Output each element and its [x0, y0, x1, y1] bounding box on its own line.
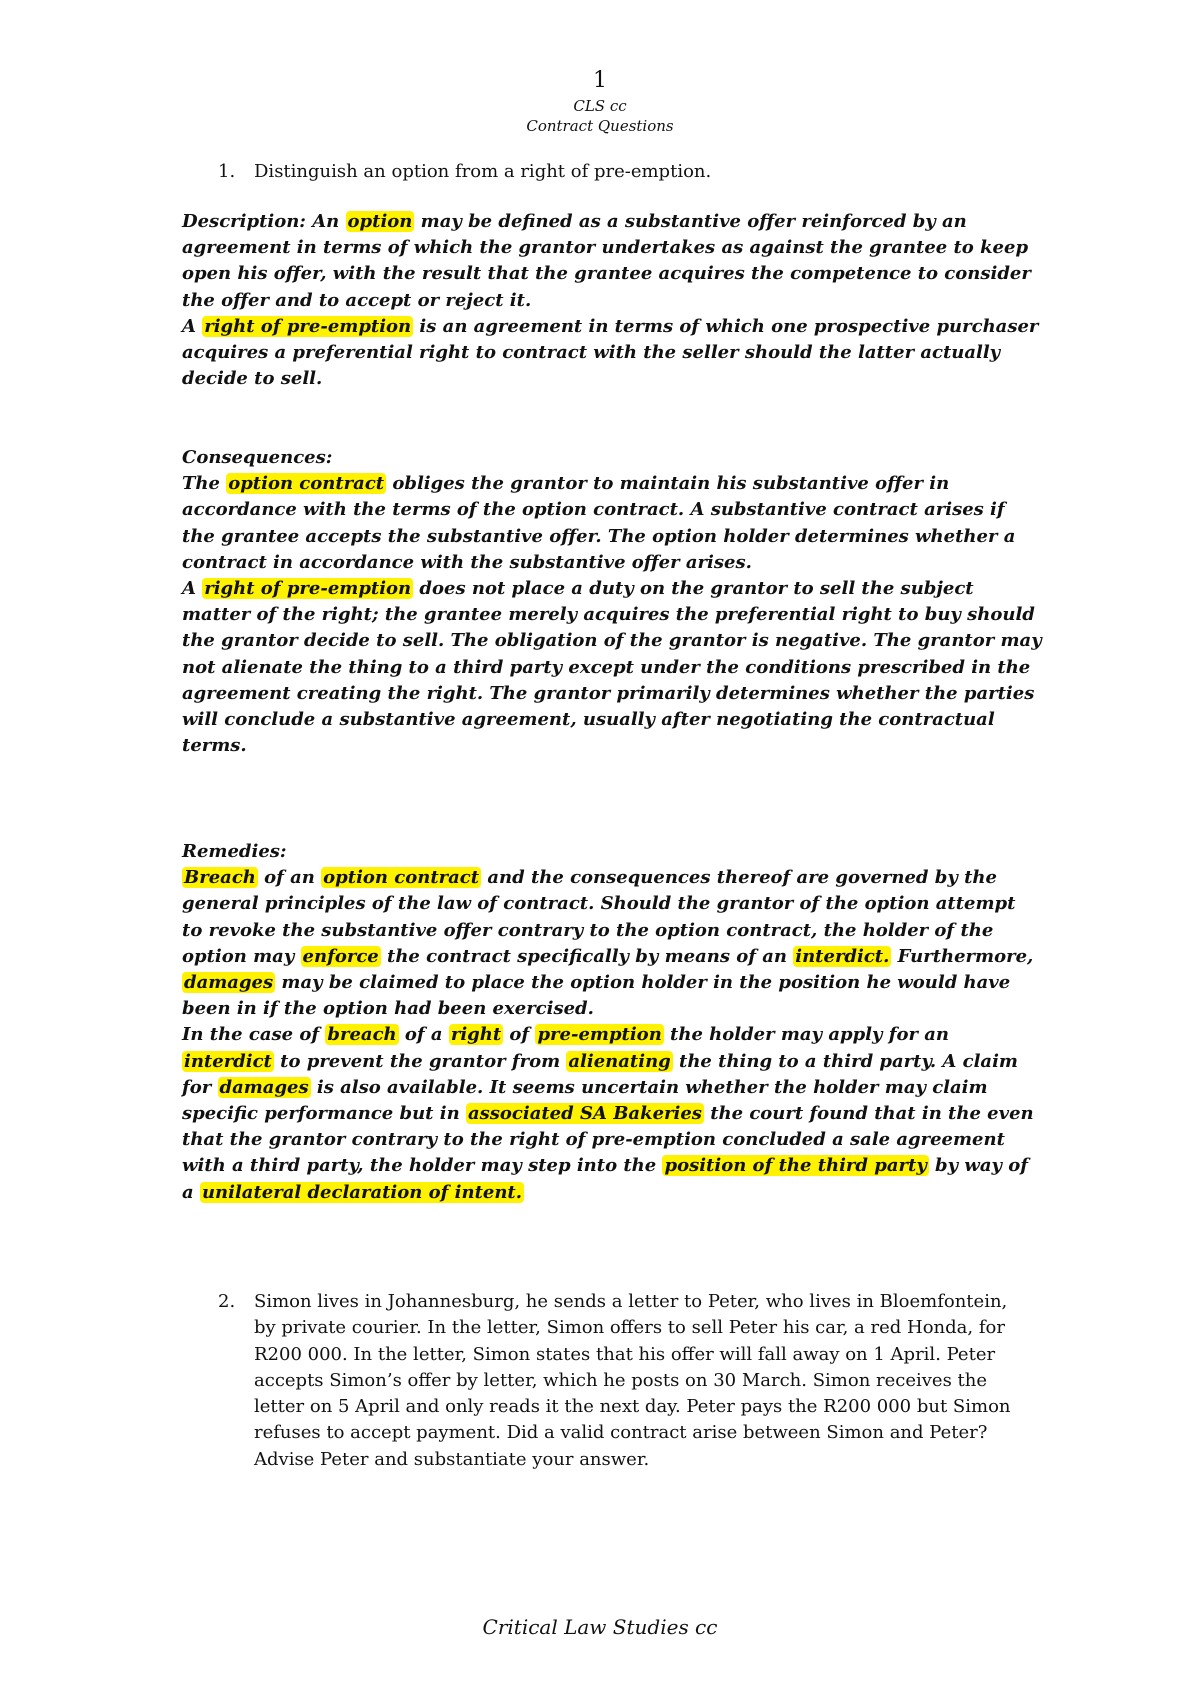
remedies-text: by way of a [182, 1155, 1028, 1203]
remedies-text: and the consequences thereof are governed by the general principles of the law of contract. Should the grantor of the option attempt to revoke the substantive offer contrary to the option contract, the holder of the option may [182, 867, 1016, 967]
highlight: damages [184, 972, 274, 994]
remedies-heading: Remedies: [182, 841, 287, 862]
question-1-text: Distinguish an option from a right of pre-emption. [254, 161, 712, 182]
consequences-answer [182, 445, 1042, 759]
footer: Critical Law Studies cc [482, 1615, 718, 1639]
highlight: position of the third party [664, 1155, 927, 1177]
remedies-text: of an [257, 867, 322, 889]
highlight: option [347, 211, 413, 232]
description-answer [182, 209, 1042, 392]
remedies-text: Furthermore, [891, 945, 1034, 967]
remedies-text: the contract specifically by means of an [380, 945, 794, 967]
highlight: enforce [302, 945, 379, 967]
consequences-text: obliges the grantor to maintain his substantive offer in accordance with the terms of the option contract. A substantive contract arises if the grantee accepts the substantive offer. The option holder determines whether a contract in accordance with the substantive offer arises. [182, 473, 1016, 573]
highlight: Breach [184, 867, 256, 889]
remedies-text: of a [398, 1024, 449, 1046]
remedies-text: the holder may apply for an [663, 1024, 949, 1046]
highlight: right of pre-emption [204, 578, 412, 600]
remedies-text: the court found that in the even that the grantor contrary to the right of pre-emption concluded a sale agreement with a third party, the holder may step into the [182, 1103, 1034, 1177]
highlight: damages [219, 1076, 309, 1098]
remedies-text: the thing to a third party. A claim for [182, 1050, 1018, 1098]
remedies-text: is also available. It seems uncertain whether the holder may claim specific performance but in [182, 1076, 988, 1125]
highlight: right of pre-emption [204, 315, 412, 337]
page-number: 1 [593, 68, 607, 93]
highlight: unilateral declaration of intent. [201, 1181, 522, 1203]
company-name: CLS cc [573, 97, 627, 115]
remedies-answer [182, 839, 1042, 1206]
remedies-text: In the case of [182, 1024, 326, 1046]
highlight: alienating [568, 1050, 671, 1072]
remedies-text: of [503, 1024, 536, 1046]
description-text: is an agreement in terms of which one prospective purchaser acquires a preferential right to contract with the seller should the latter actually decide to sell. [182, 315, 1039, 390]
description-text: A [182, 315, 203, 337]
highlight: option contract [228, 473, 385, 495]
question-1-number: 1. [218, 161, 236, 182]
consequences-text: does not place a duty on the grantor to sell the subject matter of the right; the grantee merely acquires the preferential right to buy should the grantor decide to sell. The obligation of the grantor is negative. The grantor may not alienate the thing to a third party except under the conditions prescribed in the agreement creating the right. The grantor primarily determines whether the parties will conclude a substantive agreement, usually after negotiating the contractual terms. [182, 578, 1042, 757]
highlight: interdict [184, 1050, 272, 1072]
highlight: breach [327, 1024, 397, 1046]
highlight: pre-emption [537, 1024, 662, 1046]
description-text: Description: An [182, 211, 346, 232]
description-text: may be defined as a substantive offer reinforced by an agreement in terms of which the grantor undertakes as against the grantee to keep open his offer, with the result that the grantee acquires the competence to consider the offer and to accept or reject it. [182, 211, 1031, 311]
highlight: associated SA Bakeries [467, 1103, 702, 1125]
question-2-number: 2. [218, 1291, 236, 1312]
document-title: Contract Questions [526, 117, 674, 135]
highlight: interdict. [795, 945, 890, 967]
question-2 [218, 1289, 1024, 1473]
highlight: option contract [323, 867, 480, 889]
consequences-text: The [182, 473, 227, 495]
highlight: right [450, 1024, 502, 1046]
consequences-text: A [182, 578, 203, 600]
question-1 [218, 159, 1054, 185]
consequences-heading: Consequences: [182, 447, 333, 468]
remedies-text: to prevent the grantor from [273, 1050, 567, 1072]
question-2-text: Simon lives in Johannesburg, he sends a letter to Peter, who lives in Bloemfontein, by private courier. In the letter, Simon offers to sell Peter his car, a red Honda, for R200 000. In the letter, Simon states that his offer will fall away on 1 April. Peter accepts Simon’s offer by letter, which he posts on 30 March. Simon receives the letter on 5 April and only reads it the next day. Peter pays the R200 000 but Simon refuses to accept payment. Did a valid contract arise between Simon and Peter? Advise Peter and substantiate your answer. [254, 1291, 1011, 1470]
remedies-text: may be claimed to place the option holder in the position he would have been in if the option had been exercised. [182, 972, 1011, 1020]
